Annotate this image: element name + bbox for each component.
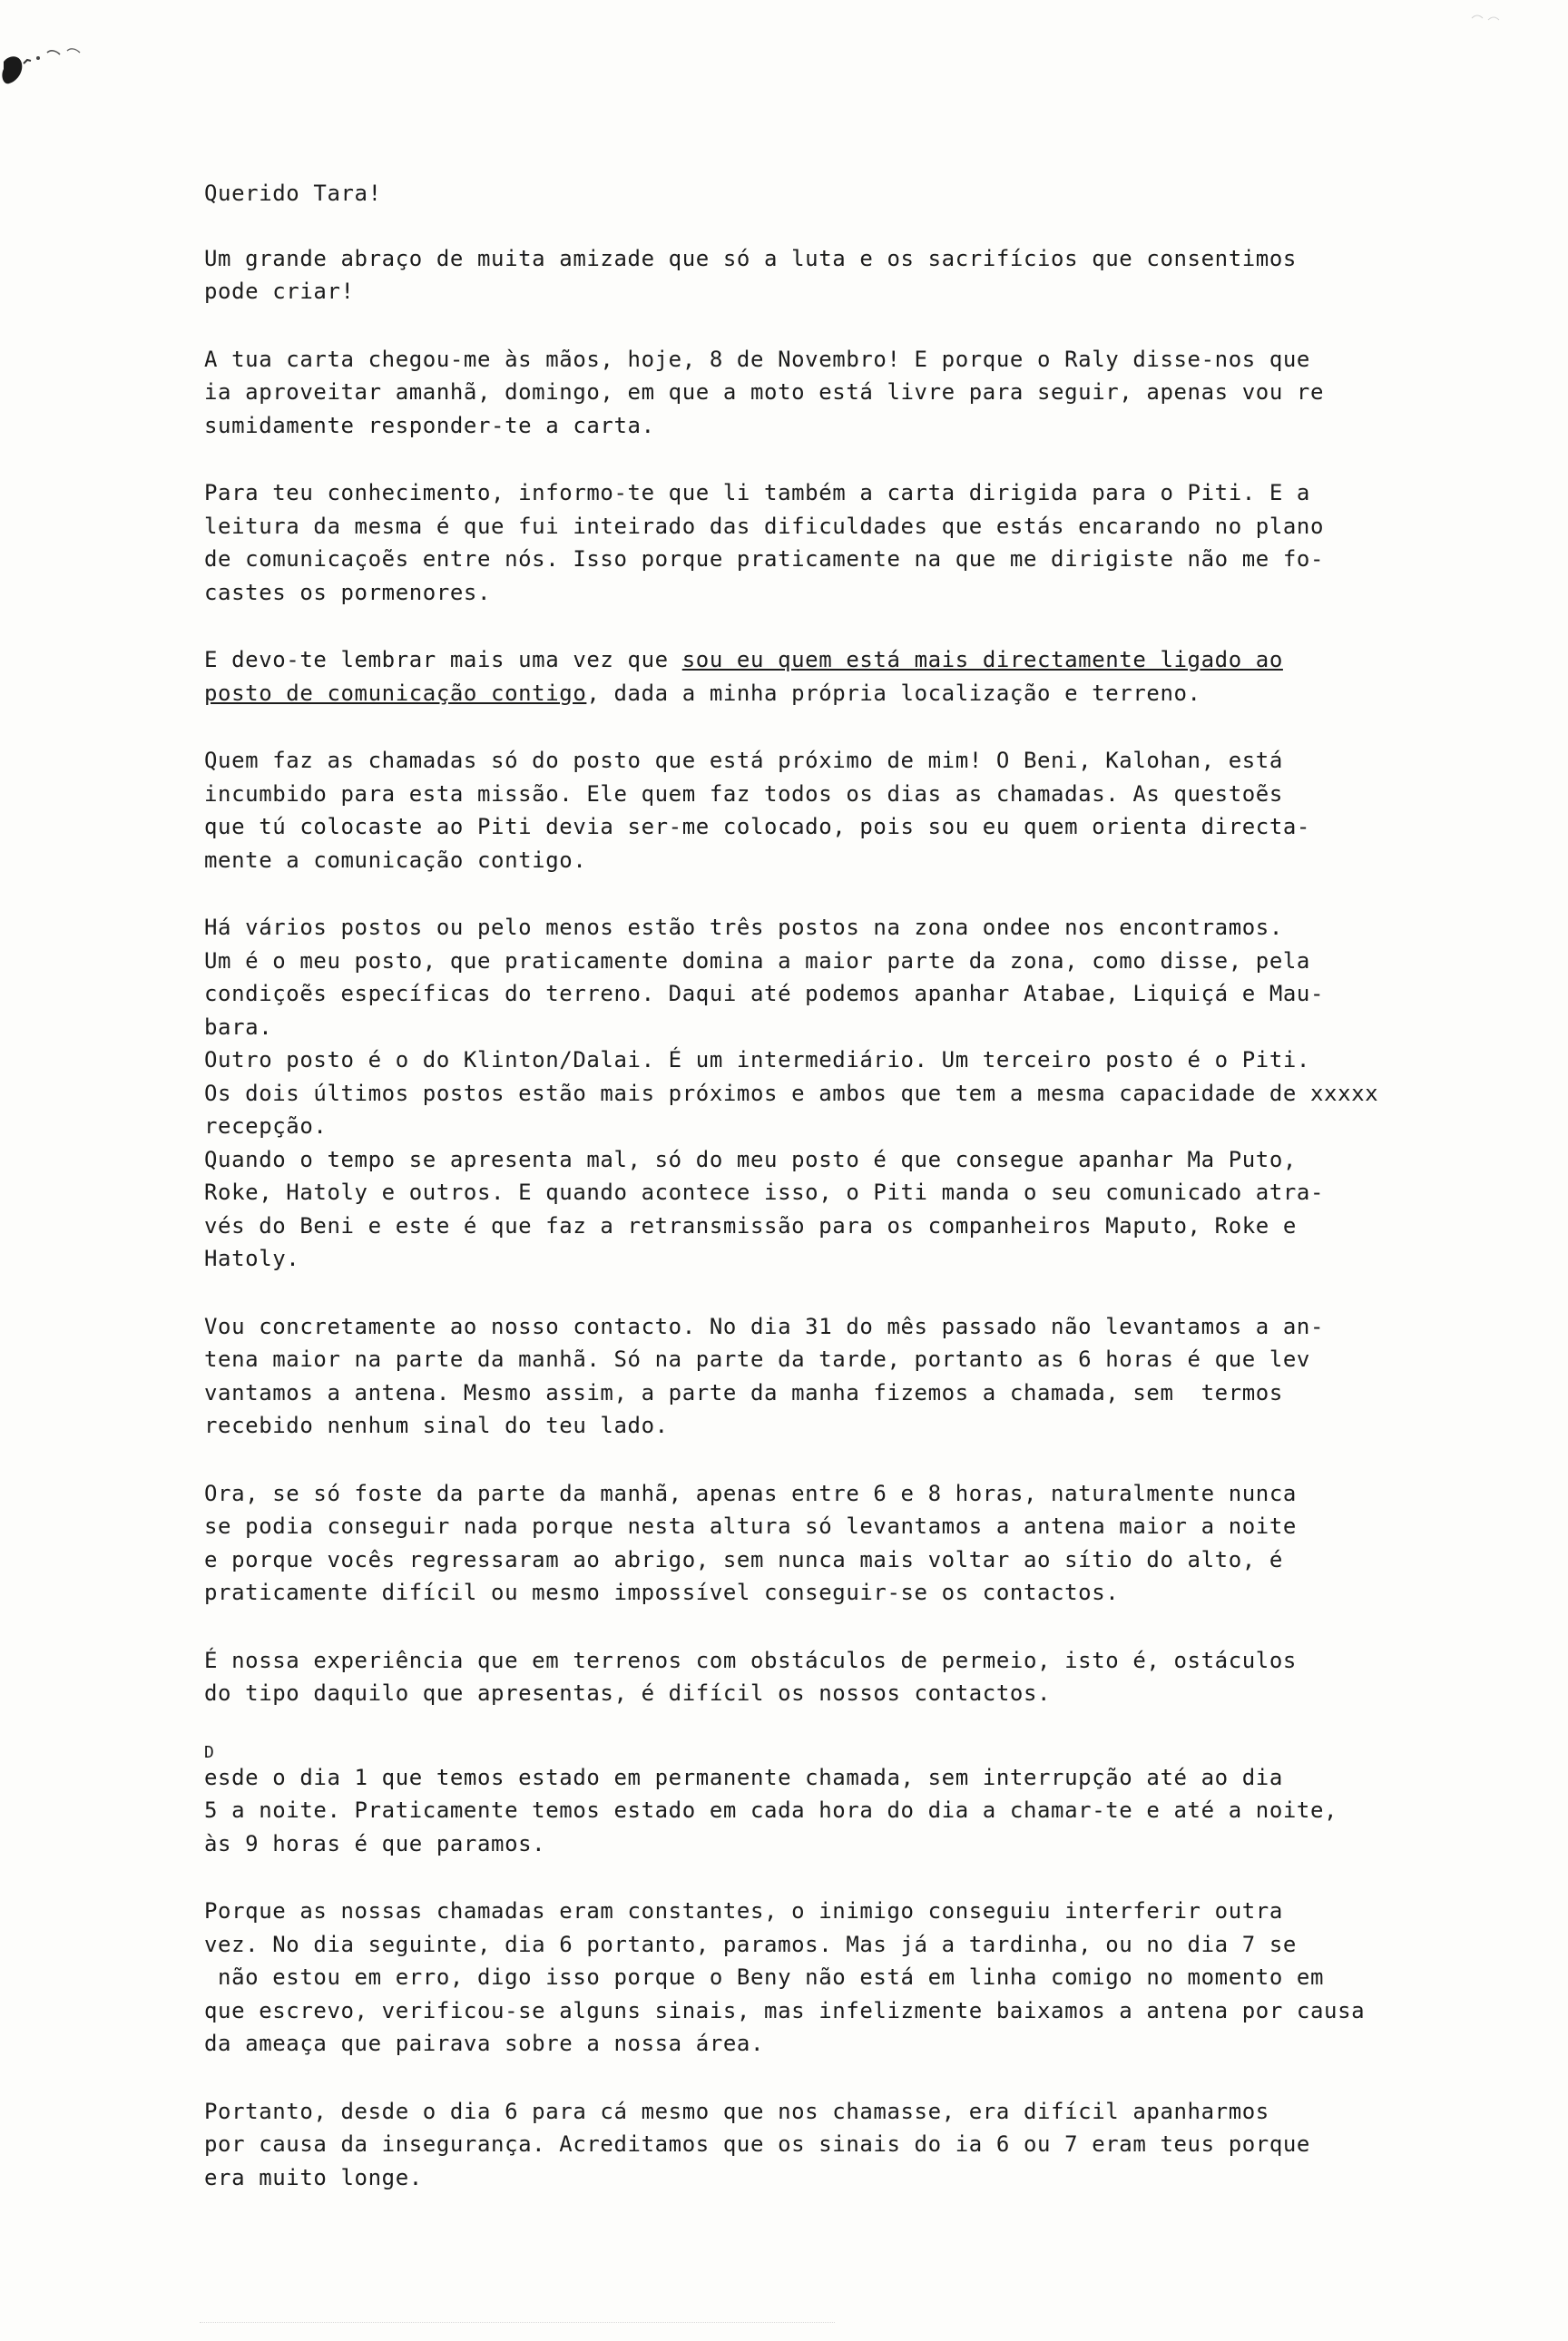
underlined-text: sou eu quem está mais directamente ligado ao	[681, 647, 1283, 672]
paragraph-line: castes os pormenores.	[204, 579, 492, 605]
paragraph-line: esde o dia 1 que temos estado em permanente chamada, sem interrupção até ao dia	[204, 1764, 1283, 1790]
paragraph-line: se podia conseguir nada porque nesta altura só levantamos a antena maior a noite	[204, 1513, 1297, 1539]
corner-mark	[1468, 9, 1504, 27]
paragraph-line: É nossa experiência que em terrenos com obstáculos de permeio, isto é, ostáculos	[204, 1647, 1297, 1673]
paragraph-line: tena maior na parte da manhã. Só na parte da tarde, portanto as 6 horas é que lev	[204, 1347, 1310, 1372]
paragraph-6	[204, 911, 1493, 1276]
paragraph-line: Quando o tempo se apresenta mal, só do meu posto é que consegue apanhar Ma Puto,	[204, 1146, 1297, 1172]
paragraph-line: 5 a noite. Praticamente temos estado em cada hora do dia a chamar-te e até a noite,	[204, 1797, 1338, 1823]
paragraph-line: mente a comunicação contigo.	[204, 847, 587, 873]
line-text-plain: , dada a minha própria localização e terreno.	[586, 680, 1201, 706]
paragraph-line: Porque as nossas chamadas eram constantes, o inimigo conseguiu interferir outra	[204, 1898, 1283, 1924]
paragraph-line: vés do Beni e este é que faz a retransmissão para os companheiros Maputo, Roke e	[204, 1212, 1297, 1239]
underlined-text: posto de comunicação contigo	[204, 680, 587, 706]
paragraph-line: vez. No dia seguinte, dia 6 portanto, paramos. Mas já a tardinha, ou no dia 7 se	[204, 1931, 1297, 1957]
paragraph-line: Roke, Hatoly e outros. E quando acontece isso, o Piti manda o seu comunicado atra-	[204, 1180, 1325, 1205]
paragraph-line: Hatoly.	[204, 1246, 300, 1271]
paragraph-line: D	[204, 1742, 215, 1762]
paragraph-line: incumbido para esta missão. Ele quem faz todos os dias as chamadas. As questoẽs	[204, 780, 1283, 807]
paragraph-line: por causa da insegurança. Acreditamos que os sinais do ia 6 ou 7 eram teus porque	[204, 2131, 1310, 2157]
paragraph-line: era muito longe.	[204, 2164, 423, 2190]
paragraph-line-underlined	[204, 677, 1493, 710]
paragraph-line: Portanto, desde o dia 6 para cá mesmo que nos chamasse, era difícil apanharmos	[204, 2098, 1269, 2124]
paragraph-line: não estou em erro, digo isso porque o Beny não está em linha comigo no momento em	[204, 1964, 1325, 1990]
paragraph-line: de comunicaçoẽs entre nós. Isso porque praticamente na que me dirigiste não me fo-	[204, 546, 1325, 572]
paragraph-line: Outro posto é o do Klinton/Dalai. É um intermediário. Um terceiro posto é o Piti.	[204, 1047, 1310, 1073]
paragraph-5	[204, 744, 1493, 877]
paragraph-line: Ora, se só foste da parte da manhã, apenas entre 6 e 8 horas, naturalmente nunca	[204, 1480, 1297, 1506]
paragraph-line: A tua carta chegou-me às mãos, hoje, 8 de Novembro! E porque o Raly disse-nos que	[204, 346, 1310, 372]
paragraph-line: Há vários postos ou pelo menos estão três postos na zona ondee nos encontramos.	[204, 915, 1283, 940]
bottom-faint-marks	[200, 2313, 835, 2323]
paragraph-line: Quem faz as chamadas só do posto que está próximo de mim! O Beni, Kalohan, está	[204, 748, 1283, 773]
paragraph-line: Vou concretamente ao nosso contacto. No dia 31 do mês passado não levantamos a an-	[204, 1313, 1325, 1339]
paragraph-line: leitura da mesma é que fui inteirado das dificuldades que estás encarando no plano	[204, 513, 1325, 539]
paragraph-line: pode criar!	[204, 279, 355, 304]
paragraph-line: recebido nenhum sinal do teu lado.	[204, 1413, 669, 1438]
letter-greeting	[204, 177, 1493, 211]
paragraph-line: Um é o meu posto, que praticamente domina a maior parte da zona, como disse, pela	[204, 947, 1310, 974]
paragraph-line: bara.	[204, 1014, 273, 1040]
ink-blot-mark	[0, 45, 86, 109]
paragraph-line: e porque vocês regressaram ao abrigo, sem nunca mais voltar ao sítio do alto, é	[204, 1546, 1283, 1572]
letter-body	[204, 177, 1493, 2228]
paragraph-line-underlined	[204, 643, 1493, 677]
paragraph-11	[204, 1895, 1493, 2061]
paragraph-8	[204, 1477, 1493, 1610]
paragraph-line: da ameaça que pairava sobre a nossa área.	[204, 2031, 765, 2056]
paragraph-line: sumidamente responder-te a carta.	[204, 412, 655, 438]
paragraph-line: às 9 horas é que paramos.	[204, 1830, 546, 1856]
paragraph-line: do tipo daquilo que apresentas, é difícil os nossos contactos.	[204, 1680, 1052, 1706]
line-text-plain: E devo-te lembrar mais uma vez que	[204, 647, 682, 672]
paragraph-line: recepção.	[204, 1113, 328, 1139]
paragraph-line: vantamos a antena. Mesmo assim, a parte da manha fizemos a chamada, sem termos	[204, 1379, 1283, 1406]
paragraph-line: que tú colocaste ao Piti devia ser-me colocado, pois sou eu quem orienta directa-	[204, 814, 1310, 839]
paragraph-line: Os dois últimos postos estão mais próximos e ambos que tem a mesma capacidade de xxxxx	[204, 1080, 1379, 1106]
paragraph-12	[204, 2095, 1493, 2195]
paragraph-line: condiçoẽs específicas do terreno. Daqui até podemos apanhar Atabae, Liquiçá e Mau-	[204, 981, 1325, 1006]
paragraph-line: Para teu conhecimento, informo-te que li também a carta dirigida para o Piti. E a	[204, 480, 1310, 505]
paragraph-7	[204, 1310, 1493, 1443]
paragraph-9	[204, 1644, 1493, 1710]
paragraph-4	[204, 643, 1493, 710]
paragraph-line: ia aproveitar amanhã, domingo, em que a moto está livre para seguir, apenas vou re	[204, 379, 1325, 405]
paragraph-1	[204, 242, 1493, 309]
paragraph-2	[204, 343, 1493, 443]
greeting-line: Querido Tara!	[204, 181, 382, 206]
paragraph-line: Um grande abraço de muita amizade que só a luta e os sacrifícios que consentimos	[204, 245, 1297, 271]
paragraph-line: praticamente difícil ou mesmo impossível conseguir-se os contactos.	[204, 1580, 1120, 1605]
paragraph-3	[204, 476, 1493, 609]
paragraph-line: que escrevo, verificou-se alguns sinais, mas infelizmente baixamos a antena por causa	[204, 1997, 1366, 2023]
paragraph-10	[204, 1742, 1493, 1861]
